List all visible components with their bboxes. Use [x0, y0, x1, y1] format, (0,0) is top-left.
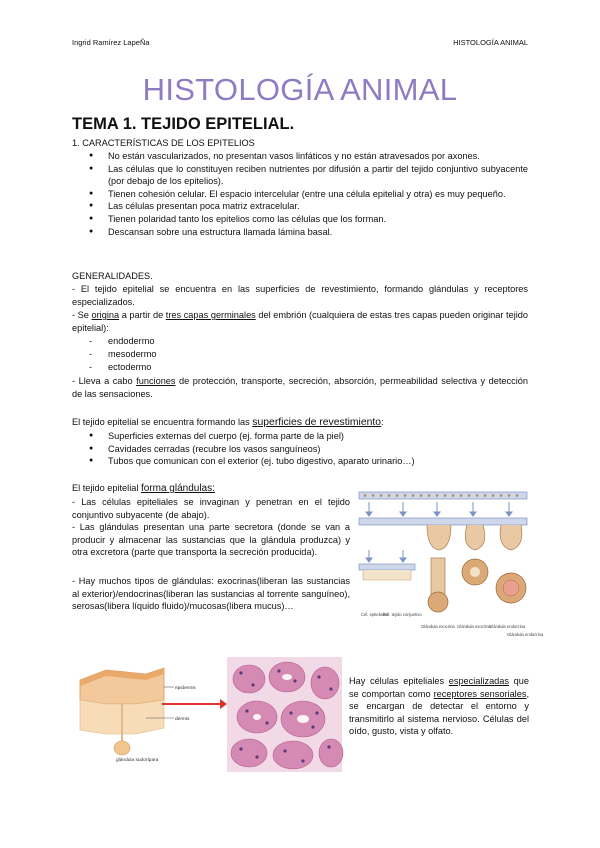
skin-diagram — [76, 660, 226, 768]
generalidades-p1: - El tejido epitelial se encuentra en las superficies de revestimiento, formando glándulas y receptores especializados. — [72, 284, 528, 307]
list-item: - endodermo — [72, 335, 372, 348]
list-item: ● Descansan sobre una estructura llamada lámina basal. — [72, 226, 528, 239]
list-item: ● Superficies externas del cuerpo (ej. forma parte de la piel) — [72, 430, 528, 443]
list-item: ● Tienen polaridad tanto los epitelios como las células que los forman. — [72, 213, 528, 226]
list-item: - mesodermo — [72, 348, 372, 361]
pointer-arrow — [162, 703, 222, 705]
glandulas-p1: - Las células epiteliales se invaginan y penetran en el tejido conjuntivo subyacente (de abajo). — [72, 497, 350, 520]
skin-label-dermis: dermis — [175, 717, 190, 722]
histology-micrograph — [227, 657, 342, 772]
glandulas-p3: - Hay muchos tipos de glándulas: exocrinas(liberan las sustancias al exterior)/endocrinas(liberan las sustancias al torrente sanguíneo), serosas(libera líquido fluido)/mucosas(libera mucus)… — [72, 576, 350, 612]
figure-label: Glándula exocrina — [457, 624, 491, 629]
list-item: ● Cavidades cerradas (recubre los vasos sanguíneos) — [72, 443, 528, 456]
list-item: ● Las células presentan poca matriz extracelular. — [72, 200, 528, 213]
receptores-paragraph: Hay células epiteliales especializadas que se comportan como receptores sensoriales, se encargan de detectar el entorno y transmitirlo al sistema nervioso. Células del oído, gusto, vista y olfato. — [349, 676, 529, 737]
gland-formation-diagram — [357, 488, 544, 640]
list-item: ● Tubos que comunican con el exterior (ej. tubo digestivo, aparato urinario…) — [72, 455, 528, 468]
figure-label: Glándula endocrina — [507, 632, 544, 637]
section1-list — [72, 150, 528, 238]
skin-label-epidermis: epidermis — [175, 686, 196, 691]
generalidades-p2: - Se origina a partir de tres capas germinales del embrión (cualquiera de estas tres capas pueden originar tejido epitelial): — [72, 310, 528, 333]
arrow-head — [220, 699, 227, 709]
revestimiento-intro: El tejido epitelial se encuentra formando las superficies de revestimiento: — [72, 417, 384, 428]
header-author: Ingrid Ramírez LapeÑa — [72, 38, 150, 47]
glandulas-intro: El tejido epitelial forma glándulas: — [72, 483, 215, 494]
list-item: ● Las células que lo constituyen reciben nutrientes por difusión a partir del tejido conjuntivo subyacente (por debajo de los epitelios). — [72, 163, 528, 188]
section1-heading: 1. CARACTERÍSTICAS DE LOS EPITELIOS — [72, 138, 255, 148]
list-item: ● No están vascularizados, no presentan vasos linfáticos y no están atravesados por axones. — [72, 150, 528, 163]
figure-label: Cél. tejido conjuntivo — [383, 612, 422, 617]
tema-heading: TEMA 1. TEJIDO EPITELIAL. — [72, 115, 295, 133]
generalidades-heading: GENERALIDADES. — [72, 271, 153, 281]
figure-label: Glándula exocrina — [421, 624, 455, 629]
generalidades-p3: - Lleva a cabo funciones de protección, transporte, secreción, absorción, permeabilidad selectiva y detección de las sensaciones. — [72, 376, 528, 399]
header-subject: HISTOLOGÍA ANIMAL — [453, 38, 528, 47]
figure-label: Cél. epiteliales — [361, 612, 389, 617]
revestimiento-list — [72, 430, 528, 468]
skin-label-gland: glándula sudorípara — [116, 758, 159, 763]
capas-list — [72, 335, 372, 374]
list-item: - ectodermo — [72, 361, 372, 374]
glandulas-p2: - Las glándulas presentan una parte secretora (donde se van a producir y almacenar las sustancias que la glándula produzca) y otra excretora (parte que transporta la secreción producida). — [72, 522, 350, 558]
page-title: HISTOLOGÍA ANIMAL — [142, 72, 458, 107]
figure-label: Glándula endocrina — [489, 624, 526, 629]
list-item: ● Tienen cohesión celular. El espacio intercelular (entre una célula epitelial y otra) es muy pequeño. — [72, 188, 528, 201]
